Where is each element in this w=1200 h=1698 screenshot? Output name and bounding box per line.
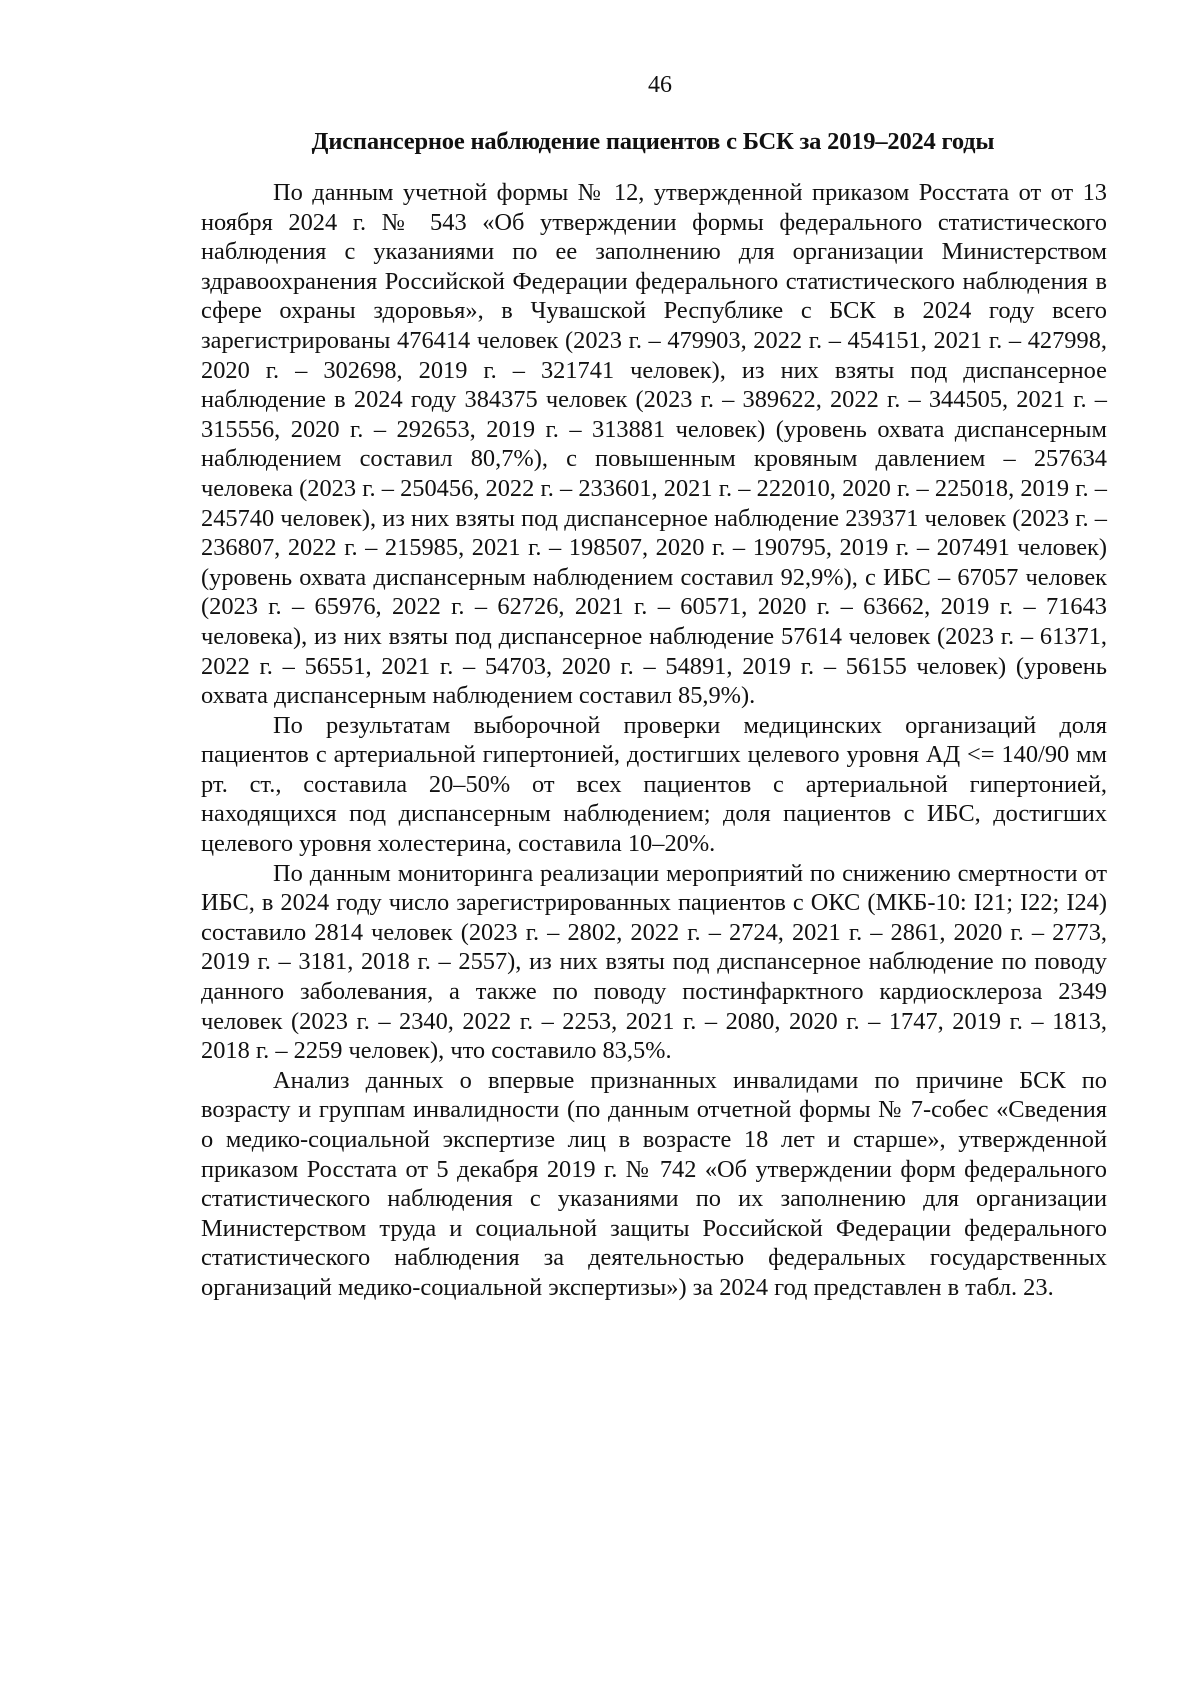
page-number: 46 <box>648 72 672 98</box>
section-title: Диспансерное наблюдение пациентов с БСК за 2019–2024 годы <box>311 128 995 155</box>
body-text <box>201 178 1107 1303</box>
paragraph-registration: По данным учетной формы № 12, утвержденной приказом Росстата от от 13 ноября 2024 г. № 543 «Об утверждении формы федерального статистического наблюдения с указаниями по ее заполнению для организации Министерством здравоохранения Российской Федерации федерального статистического наблюдения в сфере охраны здоровья», в Чувашской Республике с БСК в 2024 году всего зарегистрированы 476414 человек (2023 г. – 479903, 2022 г. – 454151, 2021 г. – 427998, 2020 г. – 302698, 2019 г. – 321741 человек), из них взяты под диспансерное наблюдение в 2024 году 384375 человек (2023 г. – 389622, 2022 г. – 344505, 2021 г. – 315556, 2020 г. – 292653, 2019 г. – 313881 человек) (уровень охвата диспансерным наблюдением составил 80,7%), с повышенным кровяным давлением – 257634 человека (2023 г. – 250456, 2022 г. – 233601, 2021 г. – 222010, 2020 г. – 225018, 2019 г. – 245740 человек), из них взяты под диспансерное наблюдение 239371 человек (2023 г. – 236807, 2022 г. – 215985, 2021 г. – 198507, 2020 г. – 190795, 2019 г. – 207491 человек) (уровень охвата диспансерным наблюдением составил 92,9%), с ИБС – 67057 человек (2023 г. – 65976, 2022 г. – 62726, 2021 г. – 60571, 2020 г. – 63662, 2019 г. – 71643 человека), из них взяты под диспансерное наблюдение 57614 человек (2023 г. – 61371, 2022 г. – 56551, 2021 г. – 54703, 2020 г. – 54891, 2019 г. – 56155 человек) (уровень охвата диспансерным наблюдением составил 85,9%). <box>201 179 1107 710</box>
paragraph-target-levels: По результатам выборочной проверки медицинских организаций доля пациентов с артериальной гипертонией, достигших целевого уровня АД <= 140/90 мм рт. ст., составила 20–50% от всех пациентов с артериальной гипертонией, находящихся под диспансерным наблюдением; доля пациентов с ИБС, достигших целевого уровня холестерина, составила 10–20%. <box>201 711 1107 858</box>
paragraph-disability-analysis: Анализ данных о впервые признанных инвалидами по причине БСК по возрасту и группам инвалидности (по данным отчетной формы № 7-собес «Сведения о медико-социальной экспертизе лиц в возрасте 18 лет и старше», утвержденной приказом Росстата от 5 декабря 2019 г. № 742 «Об утверждении форм федерального статистического наблюдения с указаниями по их заполнению для организации Министерством труда и социальной защиты Российской Федерации федерального статистического наблюдения за деятельностью федеральных государственных организаций медико-социальной экспертизы») за 2024 год представлен в табл. 23. <box>201 1066 1107 1301</box>
paragraph-oks-monitoring: По данным мониторинга реализации мероприятий по снижению смертности от ИБС, в 2024 году число зарегистрированных пациентов с ОКС (МКБ-10: I21; I22; I24) составило 2814 человек (2023 г. – 2802, 2022 г. – 2724, 2021 г. – 2861, 2020 г. – 2773, 2019 г. – 3181, 2018 г. – 2557), из них взяты под диспансерное наблюдение по поводу данного заболевания, а также по поводу постинфарктного кардиосклероза 2349 человек (2023 г. – 2340, 2022 г. – 2253, 2021 г. – 2080, 2020 г. – 1747, 2019 г. – 1813, 2018 г. – 2259 человек), что составило 83,5%. <box>201 859 1107 1065</box>
